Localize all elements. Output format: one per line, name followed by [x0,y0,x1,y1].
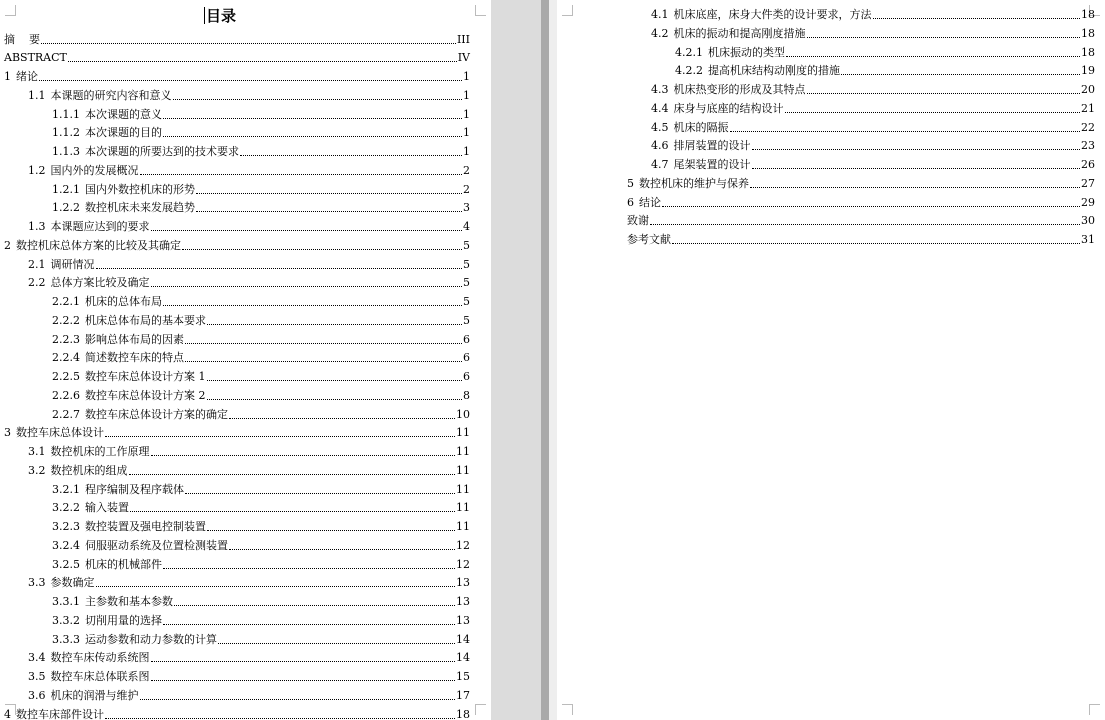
toc-entry-page: 11 [456,482,470,496]
toc-entry-title: 数控机床未来发展趋势 [85,201,195,215]
toc-entry-number: 3.1 [28,445,46,459]
toc-entry[interactable] [28,684,470,703]
toc-leader-dots [873,18,1081,19]
toc-entry-title: 国内外的发展概况 [50,163,139,177]
toc-entry[interactable] [52,178,470,197]
toc-entry[interactable] [28,666,470,685]
toc-entry-title: 数控装置及强电控制装置 [85,520,206,534]
toc-entry-title: 绪论 [16,70,38,84]
toc-entry-number: 2 [4,238,11,252]
toc-entry-page: 31 [1081,233,1095,247]
toc-entry[interactable] [52,197,470,216]
toc-leader-dots [185,343,462,344]
toc-entry-page: 2 [463,163,470,177]
toc-entry-title: 参数确定 [50,576,95,590]
toc-entry-page: 4 [463,220,470,234]
toc-entry-page: 12 [456,538,470,552]
toc-entry-number: 4 [4,707,11,720]
toc-entry-page: 11 [456,445,470,459]
toc-leader-dots [151,286,463,287]
toc-entry-number: 2.2.5 [52,370,80,384]
toc-entry-title: 伺服驱动系统及位置检测装置 [85,538,228,552]
toc-entry-page: 11 [456,463,470,477]
toc-entry-page: 11 [456,520,470,534]
toc-entry[interactable] [28,647,470,666]
toc-entry[interactable] [4,47,470,66]
toc-leader-dots [151,661,456,662]
toc-leader-dots [163,118,462,119]
toc-entry-page: 5 [463,313,470,327]
toc-entry-title: 数控车床总体设计方案 2 [85,388,206,402]
toc-leader-dots [207,399,463,400]
toc-entry-title: ABSTRACT [4,51,67,65]
toc-entry-number: 2.2.1 [52,295,80,309]
toc-entry[interactable] [651,116,1095,135]
toc-entry-title: 数控车床总体设计方案的确定 [85,407,228,421]
toc-entry-number: 3.2.4 [52,538,80,552]
toc-entry[interactable] [627,172,1095,191]
toc-entry-title: 程序编制及程序载体 [85,482,184,496]
toc-entry[interactable] [52,478,470,497]
toc-entry-title: 数控车床总体联系图 [50,670,150,684]
toc-entry-number: 4.1 [651,8,669,22]
crop-mark [562,704,573,715]
crop-mark [475,704,486,715]
toc-entry-title: 参考文献 [627,233,671,247]
toc-entry[interactable] [675,41,1095,60]
toc-entry-title: 数控车床传动系统图 [50,651,150,665]
toc-leader-dots [129,474,456,475]
toc-entry-title: 数控车床总体设计 [16,426,104,440]
toc-leader-dots [207,324,462,325]
toc-entry[interactable] [4,422,470,441]
toc-entry-page: 13 [456,595,470,609]
toc-leader-dots [39,80,462,81]
toc-leader-dots [130,511,455,512]
toc-leader-dots [163,305,462,306]
toc-entry-number: 3.3.2 [52,613,80,627]
toc-entry-page: III [456,32,470,46]
toc-entry-title: 本次课题的目的 [85,126,162,140]
toc-entry-number: 1.2 [28,163,46,177]
toc-leader-dots [752,149,1081,150]
toc-entry[interactable] [52,384,470,403]
toc-entry[interactable] [52,122,470,141]
toc-leader-dots [196,211,462,212]
toc-entry-title: 结论 [639,195,661,209]
toc-entry-title: 数控机床的工作原理 [50,445,150,459]
toc-leader-dots [185,493,455,494]
toc-entry-number: 4.4 [651,101,669,115]
toc-entry-title: 要 [29,32,40,46]
toc-entry[interactable] [28,84,470,103]
toc-entry-title: 数控机床的组成 [50,463,128,477]
toc-entry[interactable] [627,210,1095,229]
toc-entry-page: 1 [463,145,470,159]
toc-entry[interactable] [28,441,470,460]
toc-leader-dots [807,37,1081,38]
toc-leader-dots [207,530,455,531]
toc-entry-page: 10 [456,407,470,421]
toc-entry-number: 1.2.2 [52,201,80,215]
toc-entry-page: 11 [456,501,470,515]
toc-entry-number: 1.1 [28,88,46,102]
toc-leader-dots [163,624,455,625]
toc-entry[interactable] [28,572,470,591]
toc-entry-number: 1.3 [28,220,46,234]
toc-entry-page: 22 [1081,120,1095,134]
toc-entry-page: 27 [1081,176,1095,190]
toc-entry[interactable] [651,97,1095,116]
crop-mark [562,5,573,16]
toc-entry[interactable] [28,253,470,272]
toc-leader-dots [229,418,455,419]
toc-leader-dots [174,605,455,606]
toc-entry-title: 致谢 [627,214,649,228]
toc-entry[interactable] [52,628,470,647]
toc-entry-page: 3 [463,201,470,215]
toc-leader-dots [105,436,455,437]
toc-leader-dots [96,586,456,587]
toc-leader-dots [841,74,1080,75]
toc-entry[interactable] [52,347,470,366]
page-gap-edge [541,0,549,720]
toc-entry-number: 1.1.1 [52,107,80,121]
toc-entry[interactable] [651,79,1095,98]
toc-entry-number: 4.2.1 [675,45,703,59]
toc-leader-dots [730,131,1081,132]
toc-entry-page: 13 [456,613,470,627]
toc-entry[interactable] [4,28,470,47]
toc-entry-number: 2.2.2 [52,313,80,327]
toc-leader-dots [96,268,463,269]
toc-entry-page: 1 [463,107,470,121]
toc-leader-dots [752,168,1081,169]
toc-entry[interactable] [52,534,470,553]
toc-entry[interactable] [52,366,470,385]
toc-entry[interactable] [52,141,470,160]
toc-entry-number: 3.5 [28,670,46,684]
toc-entry-page: 8 [463,388,470,402]
toc-leader-dots [786,56,1080,57]
toc-entry-title: 机床的总体布局 [85,295,162,309]
toc-entry-number: 摘 [4,32,15,46]
toc-entry-number: 2.2.4 [52,351,80,365]
document-page-right [557,0,1105,720]
toc-leader-dots [196,193,462,194]
toc-entry[interactable] [52,328,470,347]
toc-entry-title: 数控车床总体设计方案 1 [85,370,206,384]
toc-entry[interactable] [675,60,1095,79]
toc-entry-title: 总体方案比较及确定 [50,276,150,290]
toc-entry-page: 15 [456,670,470,684]
toc-entry-number: 3.4 [28,651,46,665]
toc-entry-number: 3.2.5 [52,557,80,571]
toc-entry-number: 2.2 [28,276,46,290]
toc-entry-title: 数控车床部件设计 [16,707,104,720]
toc-entry-title: 机床的机械部件 [85,557,162,571]
toc-entry[interactable] [52,553,470,572]
crop-mark [475,5,486,16]
toc-entry-title: 主参数和基本参数 [85,595,173,609]
toc-heading [0,5,440,26]
toc-entry-page: 5 [463,276,470,290]
toc-entry-title: 国内外数控机床的形势 [85,182,195,196]
toc-entry-title: 数控机床总体方案的比较及其确定 [16,238,181,252]
toc-entry-title: 机床的润滑与维护 [50,688,139,702]
toc-entry-number: 3.2.2 [52,501,80,515]
toc-entry-number: 4.5 [651,120,669,134]
toc-entry-page: 11 [456,426,470,440]
toc-leader-dots [151,230,463,231]
toc-entry-number: 4.2 [651,26,669,40]
toc-leader-dots [662,206,1080,207]
toc-entry-page: 18 [1081,26,1095,40]
toc-entry-page: 2 [463,182,470,196]
toc-title-text: 目录 [205,7,236,25]
toc-entry-number: 5 [627,176,634,190]
toc-entry-title: 本课题应达到的要求 [50,220,150,234]
page-gap-shadow [549,0,557,720]
toc-entry-page: 14 [456,632,470,646]
toc-entry-page: 17 [456,688,470,702]
toc-entry-number: 2.2.3 [52,332,80,346]
toc-entry-title: 机床振动的类型 [708,45,785,59]
toc-entry-number: 4.3 [651,83,669,97]
toc-entry[interactable] [52,591,470,610]
toc-entry[interactable] [651,154,1095,173]
toc-entry[interactable] [28,216,470,235]
toc-entry-page: 21 [1081,101,1095,115]
toc-entry-page: 14 [456,651,470,665]
toc-entry[interactable] [28,459,470,478]
toc-entry-page: 30 [1081,214,1095,228]
text-cursor [204,7,205,24]
toc-leader-dots [163,136,462,137]
page-gap [491,0,557,720]
toc-entry-page: 6 [463,332,470,346]
toc-entry-title: 简述数控车床的特点 [85,351,184,365]
toc-entry-title: 机床底座，床身大件类的设计要求，方法 [673,8,872,22]
toc-entry-title: 尾架装置的设计 [673,158,751,172]
toc-entry-number: 3.6 [28,688,46,702]
toc-leader-dots [672,243,1080,244]
toc-entry-title: 本次课题的意义 [85,107,162,121]
toc-entry-page: 6 [463,370,470,384]
toc-entry-page: 13 [456,576,470,590]
toc-leader-dots [182,249,462,250]
toc-leader-dots [151,680,456,681]
toc-entry-title: 输入装置 [85,501,129,515]
toc-leader-dots [807,93,1081,94]
toc-entry-page: 18 [1081,45,1095,59]
toc-leader-dots [785,112,1081,113]
toc-entry-number: 3.2 [28,463,46,477]
toc-entry-page: 1 [463,88,470,102]
toc-entry-page: 23 [1081,139,1095,153]
toc-entry-number: 1 [4,70,11,84]
toc-entry-number: 3.3 [28,576,46,590]
toc-entry[interactable] [651,135,1095,154]
toc-entry[interactable] [4,234,470,253]
toc-entry-number: 2.2.7 [52,407,80,421]
toc-entry-number: 3.3.3 [52,632,80,646]
toc-leader-dots [140,699,456,700]
toc-entry-page: 18 [1081,8,1095,22]
toc-entry[interactable] [52,497,470,516]
toc-entry-number: 1.1.3 [52,145,80,159]
toc-leader-dots [207,380,463,381]
toc-entry-number: 6 [627,195,634,209]
toc-entry-page: 12 [456,557,470,571]
toc-entry[interactable] [52,103,470,122]
toc-entry-title: 机床总体布局的基本要求 [85,313,206,327]
toc-entry-number: 1.2.1 [52,182,80,196]
toc-entry-page: IV [457,51,470,65]
toc-entry[interactable] [627,191,1095,210]
toc-entry-title: 床身与底座的结构设计 [673,101,784,115]
toc-leader-dots [105,718,455,719]
toc-entry-number: 4.6 [651,139,669,153]
toc-entry[interactable] [52,516,470,535]
toc-leader-dots [218,643,455,644]
toc-entry-number: 1.1.2 [52,126,80,140]
crop-mark [1089,704,1100,715]
toc-entry-title: 调研情况 [50,257,95,271]
toc-entry-title: 排屑装置的设计 [673,139,751,153]
toc-entry[interactable] [4,66,470,85]
toc-entry[interactable] [627,229,1095,248]
toc-entry-page: 26 [1081,158,1095,172]
toc-entry-page: 5 [463,295,470,309]
toc-entry-title: 机床的振动和提高刚度措施 [673,26,806,40]
toc-entry-page: 1 [463,70,470,84]
toc-entry-number: 3.2.1 [52,482,80,496]
toc-leader-dots [41,43,456,44]
toc-entry[interactable] [651,4,1095,23]
toc-entry-title: 切削用量的选择 [85,613,162,627]
toc-entry-number: 2.2.6 [52,388,80,402]
toc-entry[interactable] [52,309,470,328]
toc-leader-dots [68,61,457,62]
toc-entry[interactable] [52,291,470,310]
toc-entry[interactable] [651,22,1095,41]
toc-entry-number: 3.3.1 [52,595,80,609]
toc-entry-title: 提高机床结构动刚度的措施 [708,64,840,78]
toc-entry-number: 2.1 [28,257,46,271]
toc-entry-title: 本次课题的所要达到的技术要求 [85,145,239,159]
toc-entry-page: 20 [1081,83,1095,97]
toc-entry-title: 机床热变形的形成及其特点 [673,83,806,97]
toc-leader-dots [140,174,463,175]
toc-entry[interactable] [28,272,470,291]
toc-entry-page: 19 [1081,64,1095,78]
toc-leader-dots [240,155,462,156]
toc-entry[interactable] [28,159,470,178]
toc-entry-number: 4.2.2 [675,64,703,78]
toc-entry-page: 1 [463,126,470,140]
toc-entry-page: 18 [456,707,470,720]
document-page-left [0,0,491,720]
toc-entry-title: 运动参数和动力参数的计算 [85,632,217,646]
toc-entry-title: 数控机床的维护与保养 [639,176,749,190]
toc-entry-number: 4.7 [651,158,669,172]
toc-leader-dots [229,549,455,550]
toc-entry-page: 29 [1081,195,1095,209]
toc-entry-title: 机床的隔振 [673,120,729,134]
toc-entry-page: 5 [463,238,470,252]
toc-entry[interactable] [4,703,470,720]
toc-entry-page: 6 [463,351,470,365]
toc-entry-page: 5 [463,257,470,271]
toc-leader-dots [173,99,463,100]
toc-entry[interactable] [52,403,470,422]
toc-leader-dots [185,361,462,362]
toc-entry-number: 3 [4,426,11,440]
toc-leader-dots [163,568,455,569]
toc-entry-number: 3.2.3 [52,520,80,534]
toc-entry[interactable] [52,609,470,628]
toc-leader-dots [650,224,1080,225]
toc-leader-dots [151,455,456,456]
toc-leader-dots [750,187,1080,188]
toc-entry-title: 本课题的研究内容和意义 [50,88,172,102]
toc-entry-title: 影响总体布局的因素 [85,332,184,346]
